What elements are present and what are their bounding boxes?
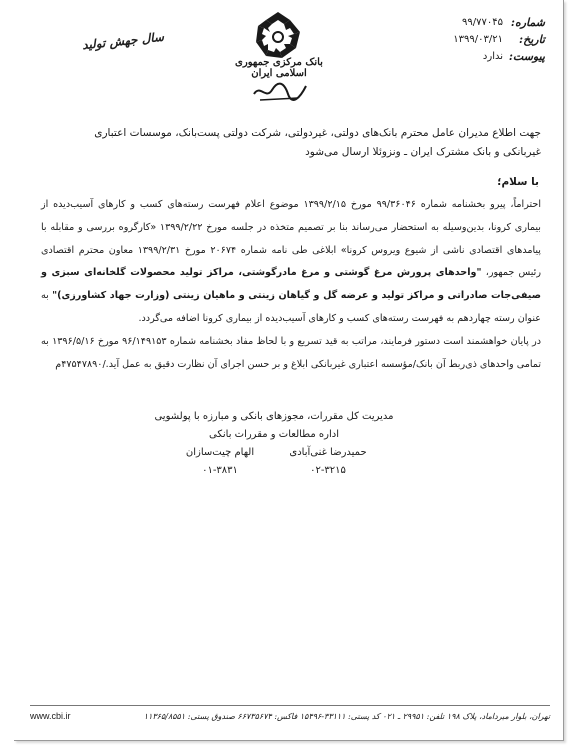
date-label: تاریخ: xyxy=(519,33,545,46)
central-bank-logo-icon xyxy=(250,10,306,62)
body-paragraph-1-end: به عنوان رسته چهاردهم به فهرست رسته‌های کسب و کارهای آسیب‌دیده از بیماری کرونا اضافه می‌گردد. xyxy=(41,290,541,324)
body-paragraph-2: در پایان خواهشمند است دستور فرمایند، مراتب به قید تسریع و با لحاظ مفاد بخشنامه شماره ۹۶/۱۴۹۱۵۳ مورخ ۱۳۹۶/۵/۱۶ به تمامی واحدهای ذی‌ربط آن بانک/مؤسسه اعتباری غیربانکی ابلاغ و بر حسن اجرای آن نظارت دقیق به عمل آید./۴۷۵۴۷۸۹۰م xyxy=(41,335,541,370)
attachment-value: ندارد xyxy=(482,51,503,62)
letter-footer xyxy=(30,705,550,721)
body-paragraph-1 xyxy=(41,194,541,331)
attachment-label: پیوست: xyxy=(508,50,545,63)
number-value: ۹۹/۷۷۰۴۵ xyxy=(462,17,503,28)
recipients-line-2: غیربانکی و بانک مشترک ایران ـ ونزوئلا ارسال می‌شود xyxy=(305,146,541,158)
signatory-names xyxy=(144,444,404,462)
footer-address: تهران، بلوار میرداماد، پلاک ۱۹۸ تلفن: ۲۹۹۵۱ ـ ۰۲۱ کد پستی: ۳۳۱۱۱-۱۵۴۹۶ فاکس: ۶۶۷۳۵۶۷۴ صندوق پستی: ۱۱۳۶۵/۸۵۵۱ xyxy=(143,711,550,721)
date-row xyxy=(345,31,545,48)
signatory-name-left: الهام چیت‌سازان xyxy=(185,447,255,458)
attachment-row xyxy=(345,48,545,65)
signatory-name-right: حمیدرضا غنی‌آبادی xyxy=(289,447,367,458)
bank-name: بانک مرکزی جمهوری اسلامی ایران xyxy=(235,57,323,79)
motto-text: سال جهش تولید xyxy=(81,29,165,53)
body-paragraph-1-start: احتراماً، پیرو بخشنامه شماره ۹۹/۳۶۰۴۶ مورخ ۱۳۹۹/۲/۱۵ موضوع اعلام فهرست رسته‌های کسب و کارهای آسیب‌دیده از بیماری کرونا، بدین‌وسیله به استحضار می‌رساند بنا بر تصمیم متخذه در جلسه مورخ ۱۳۹۹/۲/۲۲ «کارگروه بررسی و مقابله با پیامدهای اقتصادی ناشی از شیوع ویروس کرونا» ابلاغی طی نامه شماره ۲۰۶۷۴ مورخ ۱۳۹۹/۲/۳۱ معاون محترم اقتصادی رئیس جمهور، xyxy=(41,199,541,279)
letter-meta xyxy=(345,14,545,65)
signatory-ext-right: ۰۲-۳۲۱۵ xyxy=(310,465,346,476)
letter-page xyxy=(14,0,564,741)
department-2: اداره مطالعات و مقررات بانکی xyxy=(209,429,339,440)
date-value: ۱۳۹۹/۰۳/۲۱ xyxy=(453,34,503,45)
number-row xyxy=(345,14,545,31)
signatory-ext-left: ۰۱-۳۸۳۱ xyxy=(202,465,238,476)
letter-body xyxy=(41,194,541,376)
recipients-line-1: جهت اطلاع مدیران عامل محترم بانک‌های دولتی، غیردولتی، شرکت دولتی پست‌بانک، موسسات اعتباری xyxy=(94,127,541,139)
number-label: شماره: xyxy=(510,16,545,29)
signature-block xyxy=(144,408,404,480)
department-1: مدیریت کل مقررات، مجوزهای بانکی و مبارزه با پولشویی xyxy=(154,411,394,422)
handwritten-mark-icon xyxy=(250,78,310,104)
recipients xyxy=(71,124,541,162)
website-link[interactable]: www.cbi.ir xyxy=(30,711,71,721)
motto-stamp xyxy=(78,26,168,70)
signatory-extensions xyxy=(144,462,404,480)
body-paragraph-1-bold: "واحدهای پرورش مرغ گوشتی و مرغ مادرگوشتی، مراکز تولید محصولات گلخانه‌ای سبزی و صیفی‌جات صادراتی و مراکز تولید و عرضه گل و گیاهان زینتی و ماهیان زینتی (وزارت جهاد کشاورزی)" xyxy=(41,267,541,302)
greeting: با سلام؛ xyxy=(497,176,539,188)
